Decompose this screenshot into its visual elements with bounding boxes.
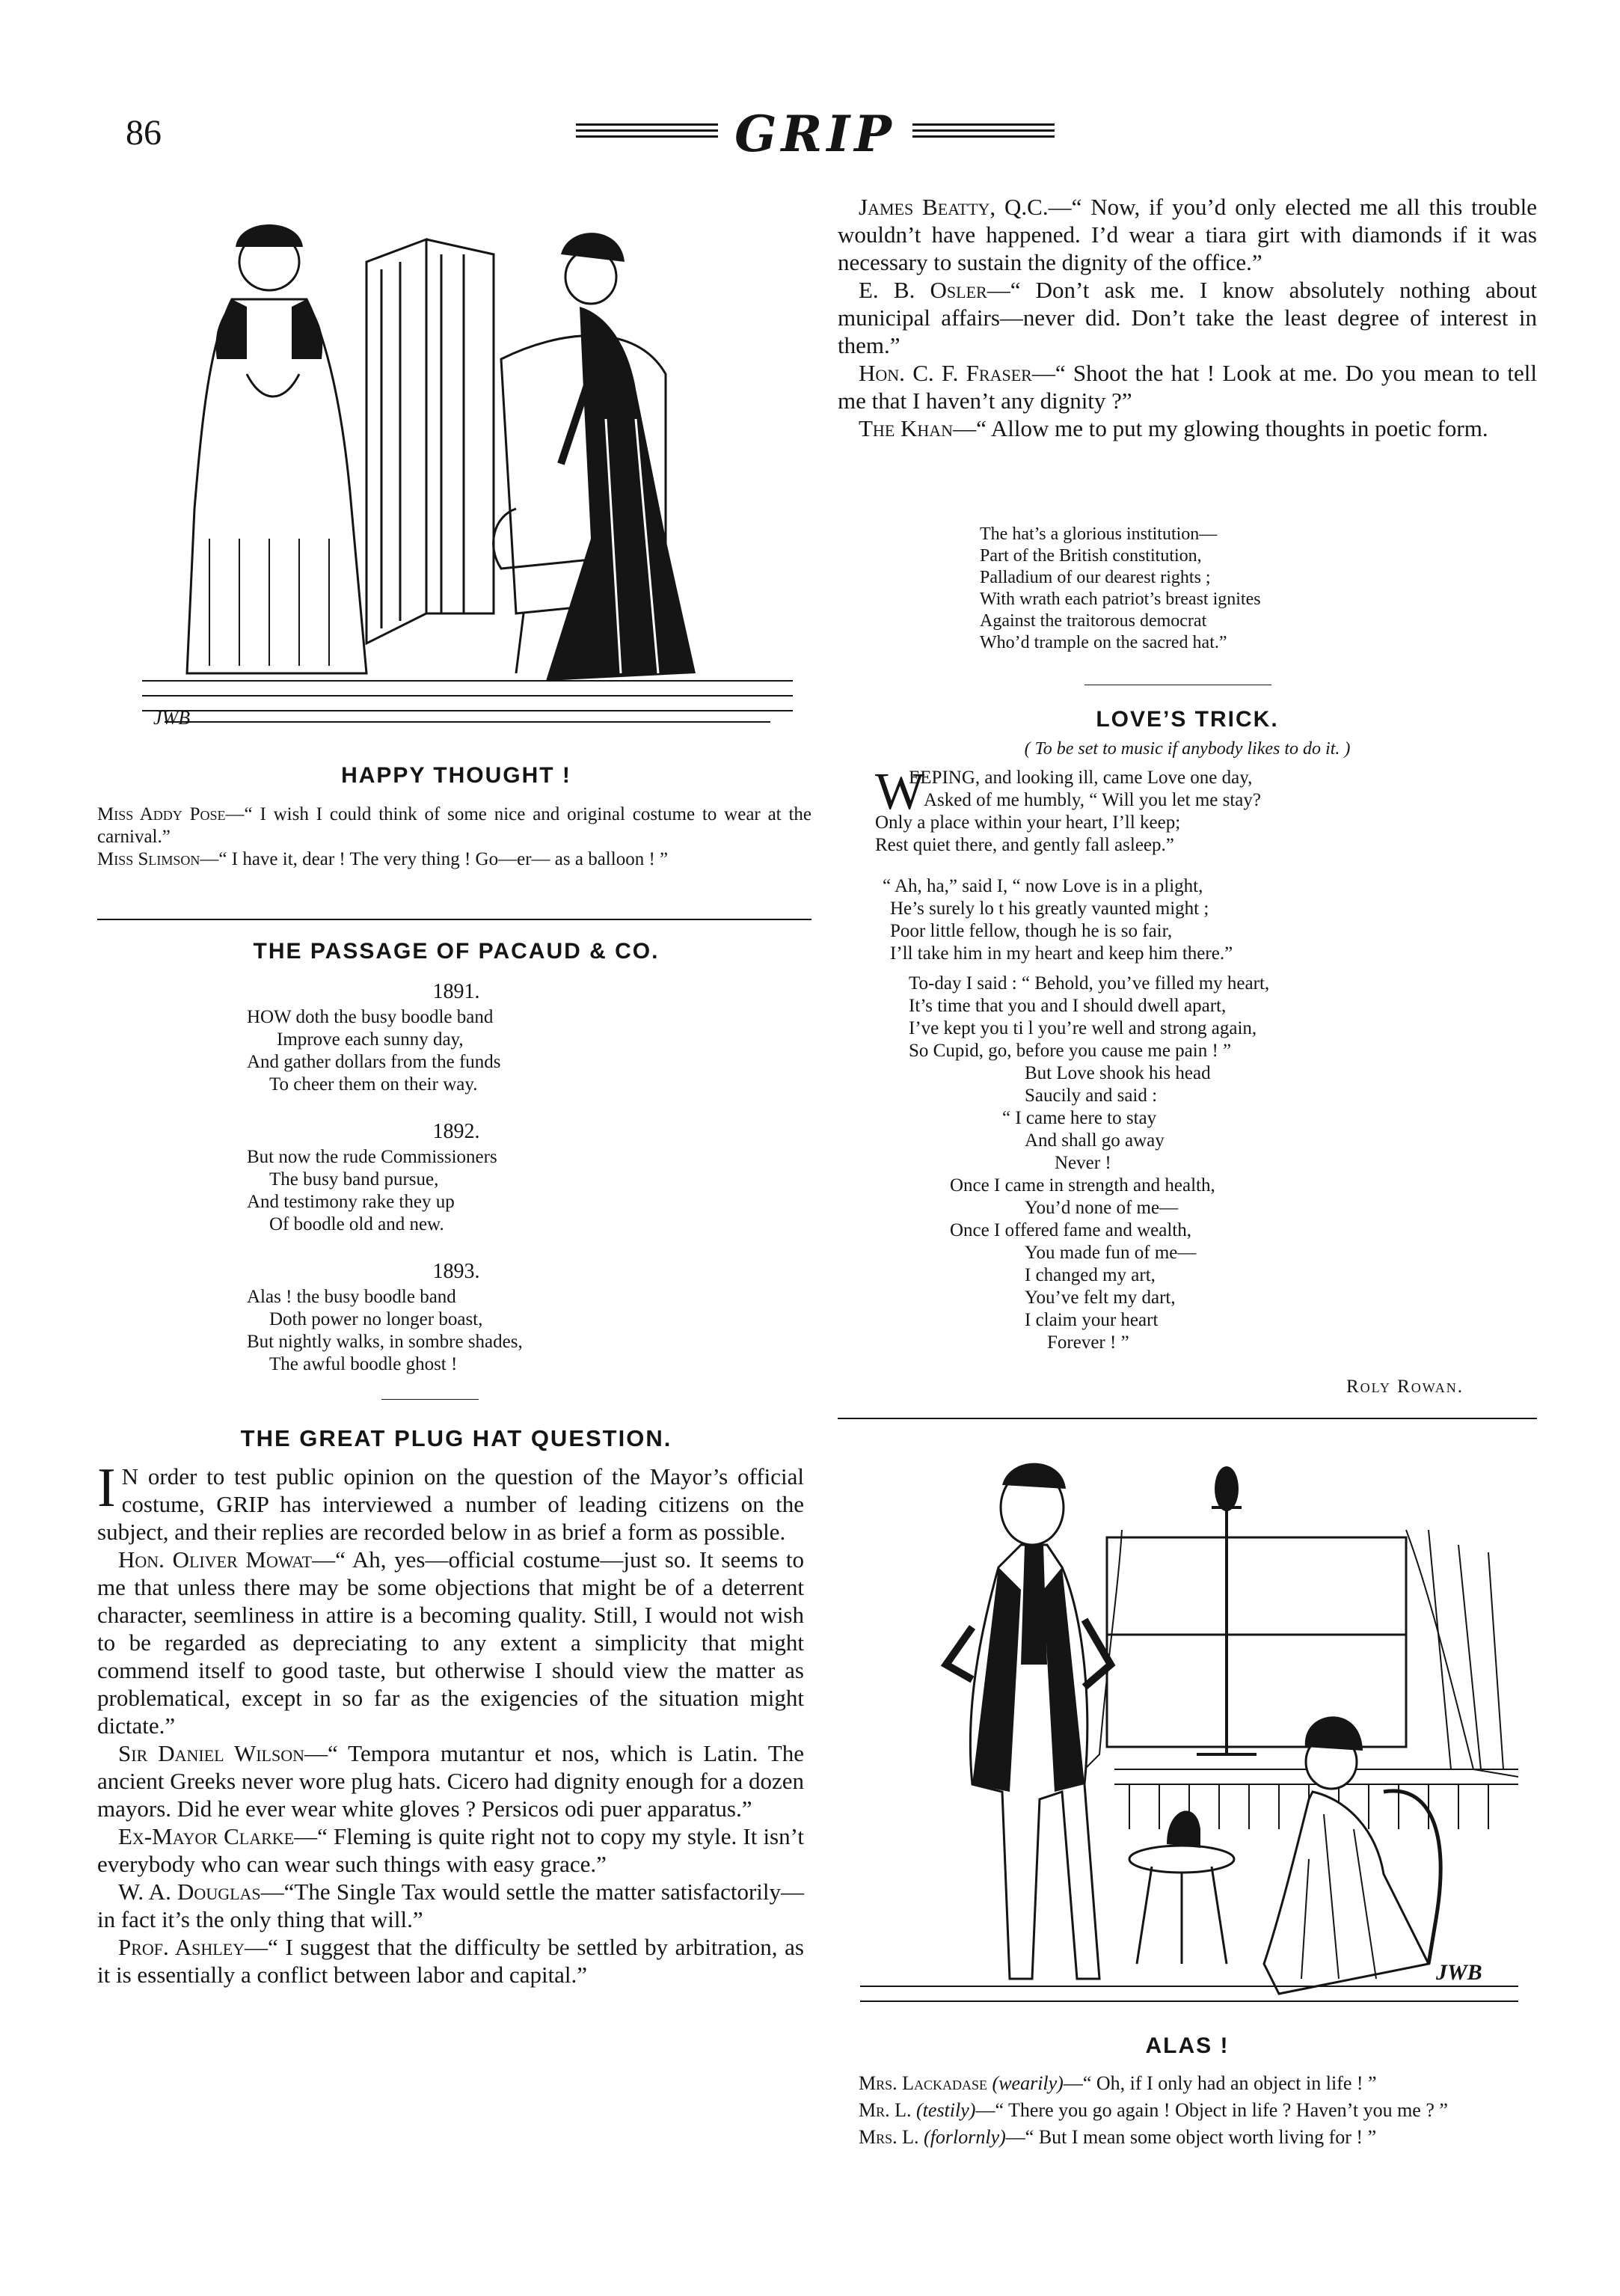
poem-line: I claim your heart	[1025, 1310, 1159, 1330]
poem-line: So Cupid, go, before you cause me pain ! ”	[909, 1041, 1232, 1061]
pacaud-year-1892: 1892.	[432, 1120, 480, 1143]
masthead-rule-right	[912, 120, 1055, 142]
poem-line: Alas ! the busy boodle band	[247, 1287, 456, 1307]
happy-thought-title: HAPPY THOUGHT !	[341, 763, 571, 788]
pacaud-year-1893: 1893.	[432, 1260, 480, 1283]
manner-testily: (testily)	[916, 2099, 976, 2121]
plug-hat-intro: N order to test public opinion on the question of the Mayor’s official costume, GRIP has interviewed a number of leading citizens on the subject, and their replies are recorded below in as brief a form as possible.	[97, 1463, 804, 1545]
speaker-douglas: W. A. Douglas	[118, 1879, 261, 1905]
poem-line: I changed my art,	[1025, 1265, 1156, 1285]
pacaud-stanza-1893	[247, 1286, 523, 1376]
poem-line: To cheer them on their way.	[269, 1074, 478, 1095]
section-divider	[838, 1418, 1537, 1419]
poem-line: You made fun of me—	[1025, 1243, 1197, 1263]
poem-line: Never !	[1055, 1153, 1111, 1173]
plug-hat-title: THE GREAT PLUG HAT QUESTION.	[240, 1425, 672, 1451]
speaker-wilson: Sir Daniel Wilson	[118, 1740, 305, 1766]
poem-line: Once I offered fame and wealth,	[950, 1220, 1191, 1240]
poem-line: I’ve kept you ti l you’re well and strong again,	[909, 1018, 1257, 1038]
happy-thought-dialogue	[97, 803, 811, 871]
poem-line: Part of the British constitution,	[980, 546, 1202, 566]
speaker-miss-slimson: Miss Slimson	[97, 849, 200, 869]
poem-line: Of boodle old and new.	[269, 1214, 444, 1234]
speaker-fraser: Hon. C. F. Fraser	[859, 360, 1032, 386]
masthead	[568, 105, 1062, 165]
loves-trick-subtitle: ( To be set to music if anybody likes to do it. )	[1024, 739, 1351, 759]
poem-line: Improve each sunny day,	[277, 1029, 464, 1050]
alas-illustration	[860, 1440, 1518, 2016]
line-mr-l: —“ There you go again ! Object in life ? Haven’t you me ? ”	[975, 2099, 1448, 2121]
poem-line: The awful boodle ghost !	[269, 1354, 458, 1374]
alas-dialogue	[838, 2072, 1537, 2149]
poem-line: Poor little fellow, though he is so fair,	[890, 921, 1173, 941]
loves-trick-stanza-4	[950, 1062, 1215, 1354]
reply-beatty: —“ Now, if you’d only elected me all this trouble wouldn’t have happened. I’d wear a tiara girt with diamonds if it was necessary to sustain the dignity of the office.”	[838, 194, 1537, 275]
alas-artist-signature: JWB	[1436, 1960, 1482, 1985]
pacaud-stanza-1891	[247, 1006, 501, 1096]
masthead-rule-left	[576, 120, 718, 142]
poem-line: Rest quiet there, and gently fall asleep.”	[875, 835, 1174, 855]
masthead-title: GRIP	[734, 105, 896, 163]
speaker-mr-l: Mr. L.	[859, 2099, 912, 2121]
loves-trick-stanza-2	[883, 875, 1233, 965]
poem-line: I’ll take him in my heart and keep him there.”	[890, 943, 1233, 964]
reply-osler: —“ Don’t ask me. I know absolutely nothing about municipal affairs—never did. Don’t take the least degree of interest in them.”	[838, 277, 1537, 358]
poem-line: It’s time that you and I should dwell apart,	[909, 996, 1227, 1016]
plug-hat-continued	[838, 193, 1537, 442]
speaker-mrs-lackadase: Mrs. Lackadase	[859, 2072, 988, 2094]
poem-line: EEPING, and looking ill, came Love one day,	[909, 768, 1253, 788]
poem-line: But Love shook his head	[1025, 1063, 1211, 1083]
speaker-ashley: Prof. Ashley	[118, 1934, 245, 1960]
speaker-addy-pose: Miss Addy Pose	[97, 804, 226, 824]
speaker-khan: The Khan	[859, 415, 954, 441]
happy-thought-artist-signature: JWB	[153, 707, 191, 729]
loves-trick-title: LOVE’S TRICK.	[1096, 707, 1279, 732]
reply-wilson: —“ Tempora mutantur et nos, which is Latin. The ancient Greeks never wore plug hats. Cicero had dignity enough for a dozen mayors. Did he ever wear white gloves ? Persicos odi puer apparatus.”	[97, 1740, 804, 1822]
loves-trick-signature: Roly Rowan.	[1346, 1377, 1464, 1397]
poem-line: Once I came in strength and health,	[950, 1175, 1215, 1196]
poem-line: He’s surely lo t his greatly vaunted might ;	[890, 898, 1209, 919]
poem-line: With wrath each patriot’s breast ignites	[980, 590, 1261, 609]
happy-thought-illustration	[142, 195, 793, 733]
pacaud-year-1891: 1891.	[432, 980, 480, 1003]
speaker-osler: E. B. Osler	[859, 277, 987, 303]
pacaud-title: THE PASSAGE OF PACAUD & CO.	[253, 939, 660, 964]
poem-line: You’d none of me—	[1025, 1198, 1179, 1218]
poem-line: The hat’s a glorious institution—	[980, 524, 1218, 544]
reply-clarke: —“ Fleming is quite right not to copy my style. It isn’t everybody who can wear such things with easy grace.”	[97, 1823, 804, 1877]
loves-trick-stanza-1	[875, 763, 1261, 857]
plug-hat-article	[97, 1457, 805, 1989]
reply-mowat: —“ Ah, yes—official costume—just so. It seems to me that unless there may be some objections that might be of a deterrent character, seemliness in attire is a becoming quality. Still, I would not wish to be regarded as depreciating to any extent a simplicity that might commend itself to good taste, but otherwise I should view the matter as problematical, except in so far as the exigencies of the situation might dictate.”	[97, 1546, 804, 1739]
manner-forlornly: (forlornly)	[924, 2126, 1006, 2148]
reply-fraser: —“ Shoot the hat ! Look at me. Do you mean to tell me that I haven’t any dignity ?”	[838, 360, 1538, 414]
drop-cap-initial: W	[875, 763, 925, 821]
poem-line: To-day I said : “ Behold, you’ve filled my heart,	[909, 973, 1270, 994]
section-divider	[97, 919, 811, 920]
reply-douglas: —“The Single Tax would settle the matter satisfactorily—in fact it’s the only thing that will.”	[97, 1879, 805, 1932]
addy-pose-line: —“ I wish I could think of some nice and original costume to wear at the carnival.”	[97, 804, 812, 847]
poem-line: Against the traitorous democrat	[980, 611, 1207, 631]
poem-line: Forever ! ”	[1047, 1332, 1129, 1353]
poem-line: HOW doth the busy boodle band	[247, 1007, 494, 1027]
short-divider	[381, 1399, 479, 1400]
reply-ashley: —“ I suggest that the difficulty be settled by arbitration, as it is essentially a conflict between labor and capital.”	[97, 1934, 804, 1988]
poem-line: Who’d trample on the sacred hat.”	[980, 633, 1227, 652]
loves-trick-stanza-3	[909, 973, 1269, 1062]
poem-line: And gather dollars from the funds	[247, 1052, 501, 1072]
page-number: 86	[126, 113, 162, 153]
poem-line: The busy band pursue,	[269, 1169, 439, 1190]
poem-line: You’ve felt my dart,	[1025, 1288, 1176, 1308]
poem-line: “ I came here to stay	[1002, 1108, 1157, 1128]
poem-line: Only a place within your heart, I’ll keep;	[875, 812, 1181, 833]
poem-line: And shall go away	[1025, 1130, 1165, 1151]
miss-slimson-line: —“ I have it, dear ! The very thing ! Go—er— as a balloon ! ”	[200, 849, 669, 869]
pacaud-stanza-1892	[247, 1146, 497, 1236]
khan-poem	[980, 524, 1261, 654]
reply-khan: —“ Allow me to put my glowing thoughts in poetic form.	[953, 415, 1488, 441]
poem-line: Asked of me humbly, “ Will you let me stay?	[924, 790, 1261, 810]
speaker-clarke: Ex-Mayor Clarke	[118, 1823, 295, 1849]
speaker-beatty: James Beatty, Q.C.	[859, 194, 1049, 220]
manner-wearily: (wearily)	[992, 2072, 1064, 2094]
line-mrs-lackadase: —“ Oh, if I only had an object in life ! ”	[1063, 2072, 1377, 2094]
poem-line: Saucily and said :	[1025, 1086, 1158, 1106]
poem-line: Palladium of our dearest rights ;	[980, 568, 1211, 587]
speaker-mrs-l: Mrs. L.	[859, 2126, 919, 2148]
poem-line: And testimony rake they up	[247, 1192, 455, 1212]
poem-line: But now the rude Commissioners	[247, 1147, 497, 1167]
speaker-mowat: Hon. Oliver Mowat	[118, 1546, 313, 1573]
poem-line: “ Ah, ha,” said I, “ now Love is in a plight,	[883, 876, 1203, 896]
poem-line: But nightly walks, in sombre shades,	[247, 1332, 523, 1352]
drop-cap-initial: I	[97, 1457, 116, 1519]
poem-line: Doth power no longer boast,	[269, 1309, 483, 1329]
line-mrs-l: —“ But I mean some object worth living for ! ”	[1005, 2126, 1377, 2148]
alas-title: ALAS !	[1145, 2033, 1230, 2058]
